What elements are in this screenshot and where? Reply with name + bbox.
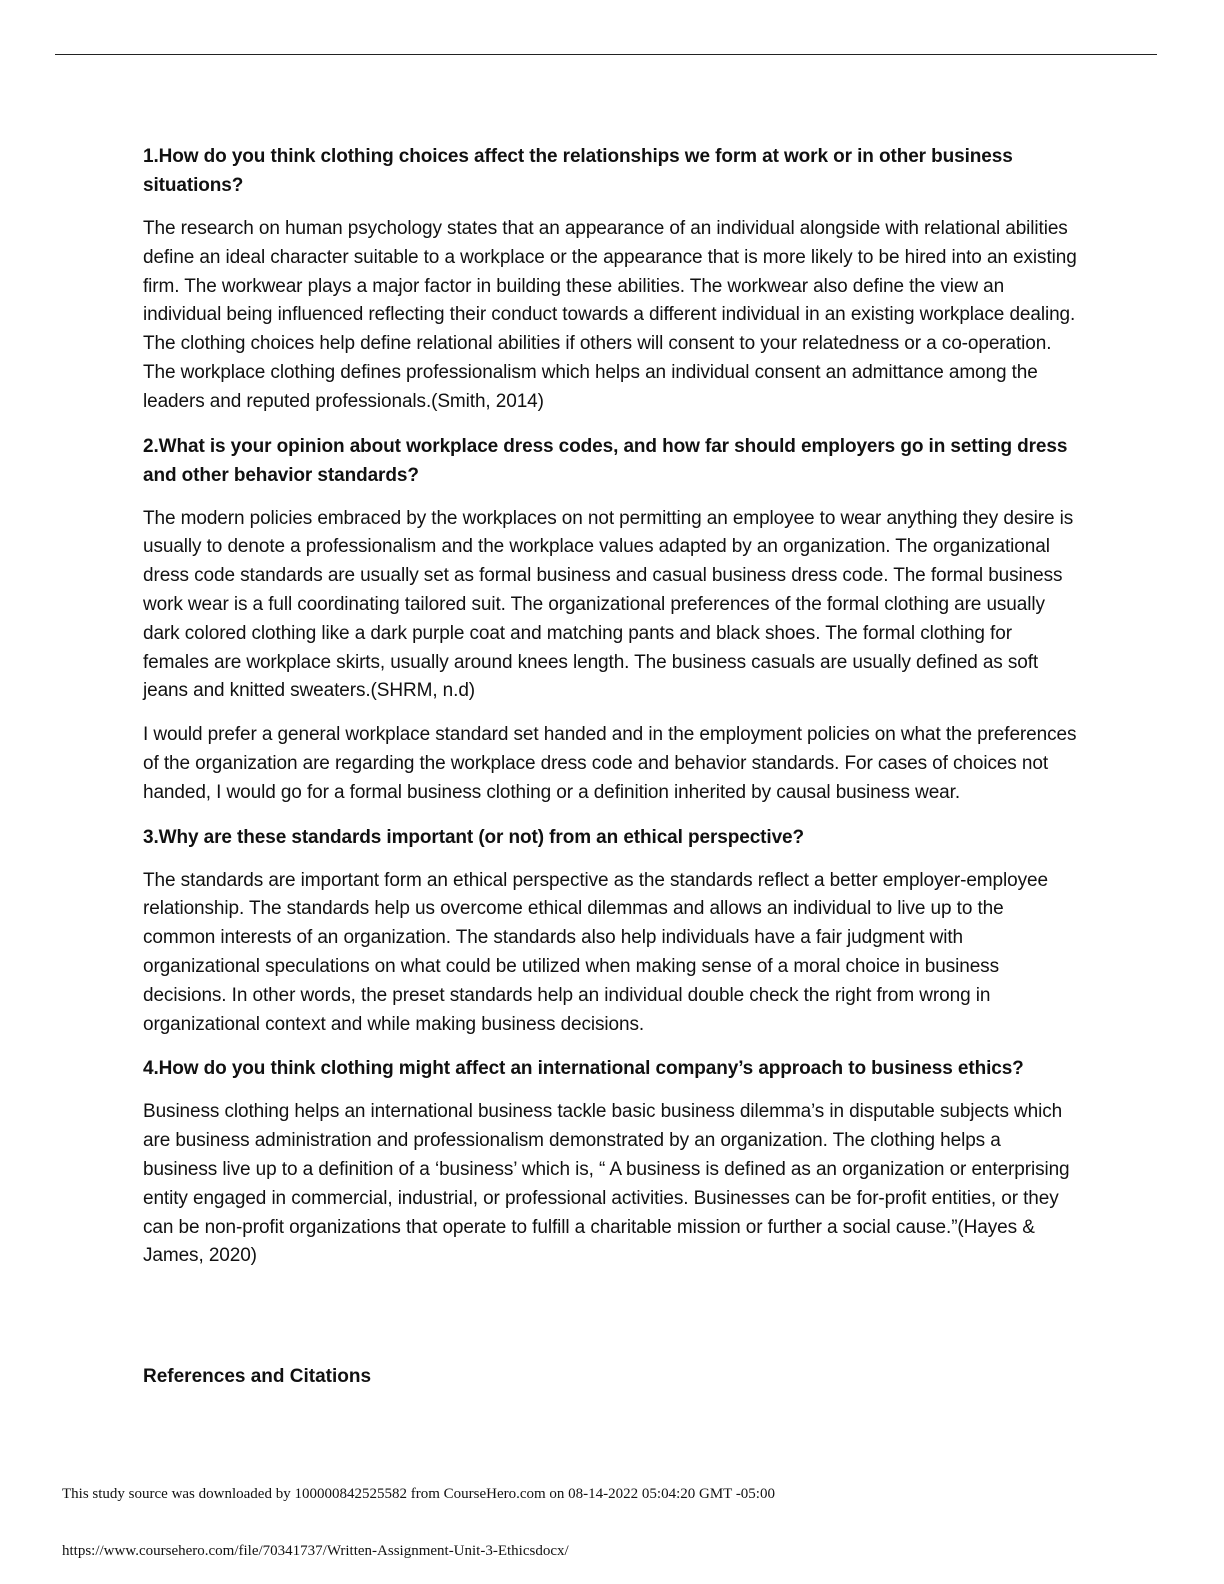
question-2-heading: 2.What is your opinion about workplace dress codes, and how far should employers go in setting dress and other behavior standards? [143,435,1068,486]
references-heading: References and Citations [143,1366,372,1387]
source-url[interactable]: https://www.coursehero.com/file/70341737/Written-Assignment-Unit-3-Ethicsdocx/ [62,1543,569,1559]
answer-4-paragraph: Business clothing helps an international business tackle basic business dilemma’s in disputable subjects which are business administration and professionalism demonstrated by an organization. The clothing helps a business live up to a definition of a ‘business’ which is, “ A business is defined as an organization or enterprising entity engaged in commercial, industrial, or professional activities. Businesses can be for-profit entities, or they can be non-profit organizations that operate to fulfill a charitable mission or further a social cause.”(Hayes & James, 2020) [143,1101,1070,1267]
question-4-heading: 4.How do you think clothing might affect an international company’s approach to business ethics? [143,1058,1024,1080]
answer-2-paragraph-1: The modern policies embraced by the workplaces on not permitting an employee to wear anything they desire is usually to denote a professionalism and the workplace values adapted by an organization. The organizational dress code standards are usually set as formal business and casual business dress code. The formal business work wear is a full coordinating tailored suit. The organizational preferences of the formal clothing are usually dark colored clothing like a dark purple coat and matching pants and black shoes. The formal clothing for females are workplace skirts, usually around knees length. The business casuals are usually defined as soft jeans and knitted sweaters.(SHRM, n.d) [143,507,1074,702]
answer-1-paragraph: The research on human psychology states that an appearance of an individual alongside with relational abilities define an ideal character suitable to a workplace or the appearance that is more likely to be hired into an existing firm. The workwear plays a major factor in building these abilities. The workwear also define the view an individual being influenced reflecting their conduct towards a different individual in an existing workplace dealing. The clothing choices help define relational abilities if others will consent to your relatedness or a co-operation. The workplace clothing defines professionalism which helps an individual consent an admittance among the leaders and reputed professionals.(Smith, 2014) [143,218,1077,412]
document-body [143,142,1078,1286]
download-notice: This study source was downloaded by 100000842525582 from CourseHero.com on 08-14-2022 05:04:20 GMT -05:00 [62,1486,775,1502]
answer-2-paragraph-2: I would prefer a general workplace standard set handed and in the employment policies on what the preferences of the organization are regarding the workplace dress code and behavior standards. For cases of choices not handed, I would go for a formal business clothing or a definition inherited by causal business wear. [143,724,1077,803]
header-divider [55,54,1157,55]
answer-3-paragraph: The standards are important form an ethical perspective as the standards reflect a better employer-employee relationship. The standards help us overcome ethical dilemmas and allows an individual to live up to the common interests of an organization. The standards also help individuals have a fair judgment with organizational speculations on what could be utilized when making sense of a moral choice in business decisions. In other words, the preset standards help an individual double check the right from wrong in organizational context and while making business decisions. [143,869,1048,1035]
question-1-heading: 1.How do you think clothing choices affect the relationships we form at work or in other business situations? [143,146,1013,196]
question-3-heading: 3.Why are these standards important (or not) from an ethical perspective? [143,826,805,848]
